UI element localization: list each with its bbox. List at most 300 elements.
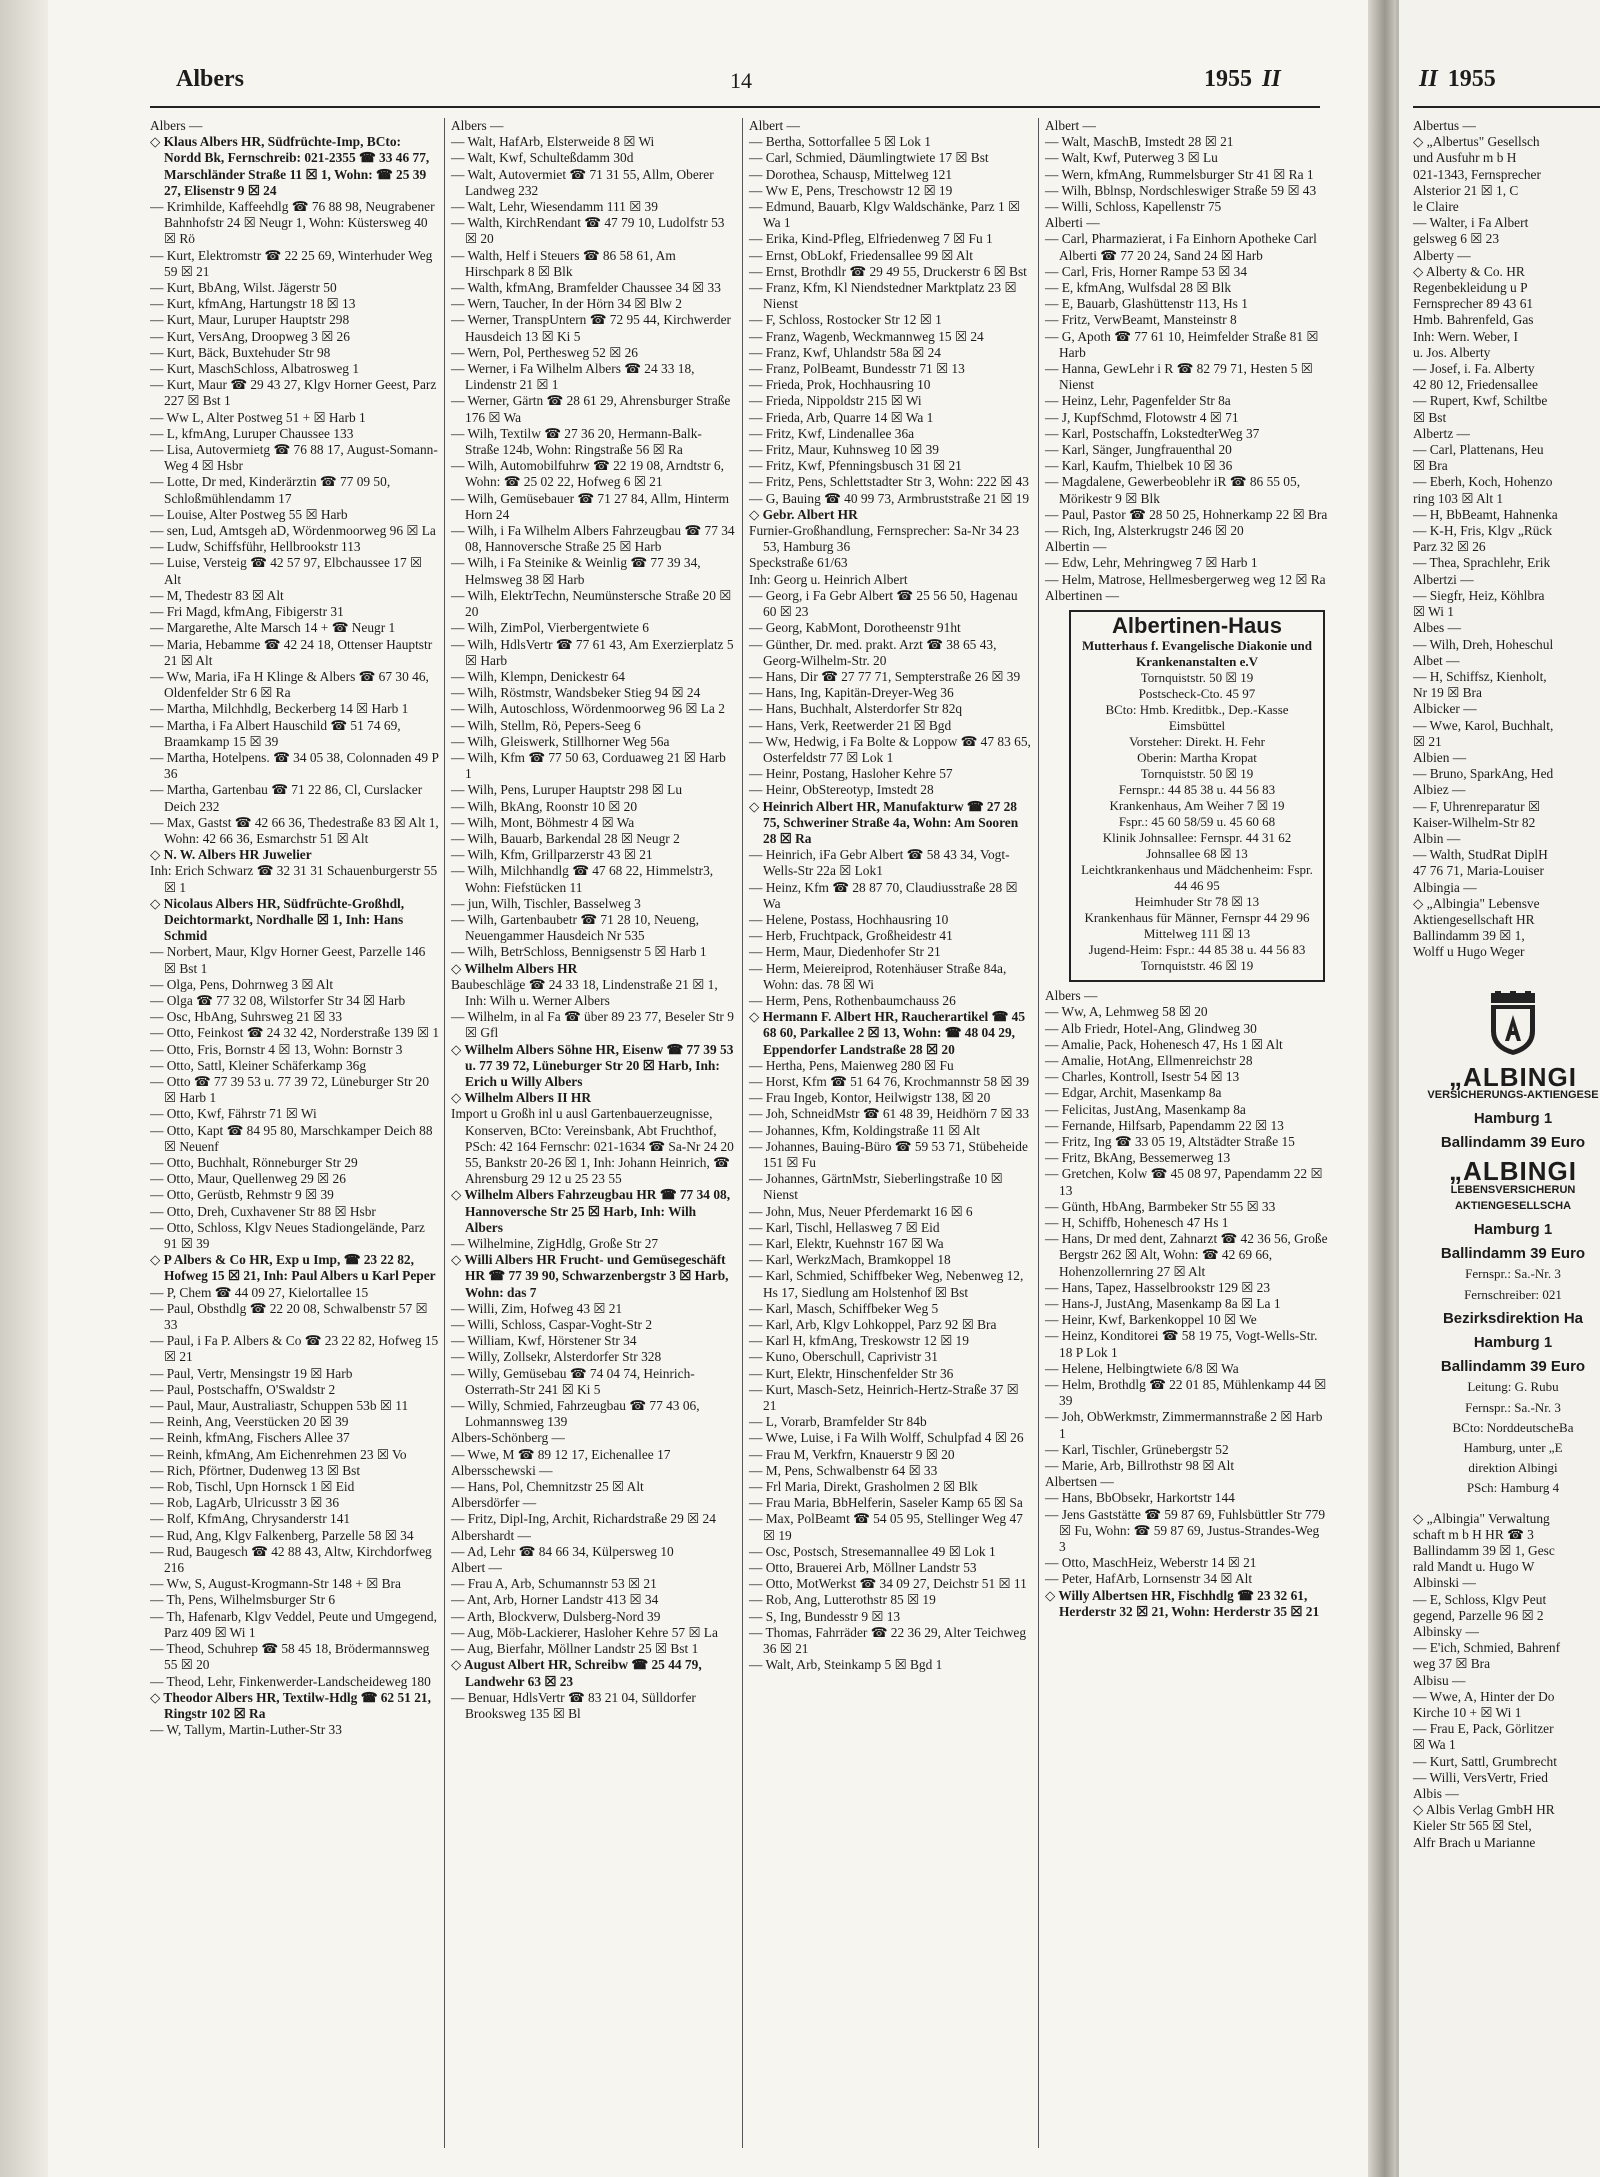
next-page-entry: — Walth, StudRat DiplH (1413, 847, 1548, 863)
ad-line: Klinik Johnsallee: Fernspr. 44 31 62 (1102, 830, 1292, 846)
directory-entry: — Alb Friedr, Hotel-Ang, Glindweg 30 (1045, 1020, 1257, 1036)
directory-entry: — F, Schloss, Rostocker Str 12 ☒ 1 (749, 312, 942, 328)
directory-entry: — Georg, KabMont, Dorotheenstr 91ht (749, 620, 961, 636)
directory-entry: — Reinh, kfmAng, Fischers Allee 37 (150, 1430, 350, 1446)
directory-entry: — Kurt, Masch-Setz, Heinrich-Hertz-Straße 37 ☒ 21 (749, 1381, 1019, 1414)
directory-entry: — Günth, HbAng, Barmbeker Str 55 ☒ 33 (1045, 1198, 1276, 1214)
directory-entry: — L, Vorarb, Bramfelder Str 84b (749, 1414, 927, 1430)
next-page-entry: — Josef, i. Fa. Alberty (1413, 361, 1535, 377)
directory-entry: — Wilh, i Fa Steinike & Weinlig ☎ 77 39 34, Helmsweg 38 ☒ Harb (451, 555, 701, 587)
ad-line: Fspr.: 45 60 58/59 u. 45 60 68 (1118, 814, 1276, 830)
directory-entry: — Benuar, HdlsVertr ☎ 83 21 04, Sülldorfer Brooksweg 135 ☒ Bl (451, 1689, 696, 1721)
directory-entry: — Louise, Alter Postweg 55 ☒ Harb (150, 506, 348, 522)
directory-entry: — Fritz, Dipl-Ing, Archit, Richardstraße 29 ☒ 24 (451, 1511, 716, 1527)
directory-entry: Import u Großh inl u ausl Gartenbauerzeugnisse, Konserven, BCto: Vereinsbank, Abt Fruchthof, PSch: 42 164 Fernschr: 021-1634 ☎ Sa-Nr 24 20 55, Bankstr 20-26 ☒ 1, Inh: Johann Heinrich, ☎ Ahrensburg 29 12 u 25 23 55 (451, 1106, 734, 1187)
next-page-entry: Hmb. Bahrenfeld, Gas (1413, 312, 1534, 328)
directory-entry: — Karl, Elektr, Kuehnstr 167 ☒ Wa (749, 1236, 944, 1252)
directory-entry: — Willy, Gemüsebau ☎ 74 04 74, Heinrich-Osterrath-Str 241 ☒ Ki 5 (451, 1365, 695, 1397)
directory-entry: — Otto, Feinkost ☎ 24 32 42, Norderstraße 139 ☒ 1 (150, 1025, 440, 1041)
directory-entry: — Kurt, BbAng, Wilst. Jägerstr 50 (150, 280, 337, 296)
directory-entry: — Wern, Pol, Perthesweg 52 ☒ 26 (451, 344, 638, 360)
next-page-entry: Albien — (1413, 749, 1467, 765)
directory-entry: — P, Chem ☎ 44 09 27, Kielortallee 15 (150, 1284, 369, 1300)
directory-entry: ◇ Wilhelm Albers Fahrzeugbau HR ☎ 77 34 08, Hannoversche Str 25 ☒ Harb, Inh: Wilh Albers (451, 1187, 731, 1235)
volume: II (1262, 66, 1281, 92)
directory-entry: — Aug, Möb-Lackierer, Hasloher Kehre 57 ☒ La (451, 1624, 718, 1640)
directory-entry: — Kurt, Elektromstr ☎ 22 25 69, Winterhuder Weg 59 ☒ 21 (150, 247, 433, 279)
next-page-entry: le Claire (1413, 199, 1459, 215)
directory-entry: — Paul, i Fa P. Albers & Co ☎ 23 22 82, Hofweg 15 ☒ 21 (150, 1333, 439, 1365)
directory-entry: — Th, Hafenarb, Klgv Veddel, Peute und Umgegend, Parz 409 ☒ Wi 1 (150, 1608, 437, 1640)
directory-entry: ◇ August Albert HR, Schreibw ☎ 25 44 79, Landwehr 63 ☒ 23 (451, 1657, 702, 1689)
next-page-entry: Albet — (1413, 652, 1460, 668)
directory-entry: — Hans, Dir ☎ 27 77 71, Sempterstraße 26 ☒ 39 (749, 668, 1021, 684)
next-page-entries-after (1413, 1511, 1600, 1851)
next-page-entry: Albingia — (1413, 879, 1477, 895)
directory-entry: — Walth, Helf i Steuers ☎ 86 58 61, Am Hirschpark 8 ☒ Blk (451, 247, 676, 279)
directory-entry: — Walt, Kwf, Schulteßdamm 30d (451, 150, 634, 166)
book-gutter (1368, 0, 1396, 2177)
next-page-entry: — H, BbBeamt, Hahnenka (1413, 506, 1558, 522)
next-page-entry: Albis — (1413, 1786, 1459, 1802)
directory-entry: — Karl, Tischl, Hellasweg 7 ☒ Eid (749, 1219, 940, 1235)
directory-entry: — Frl Maria, Direkt, Grasholmen 2 ☒ Blk (749, 1479, 978, 1495)
directory-entry: — Wilh, ElektrTechn, Neumünstersche Straße 20 ☒ 20 (451, 587, 732, 620)
albingia-name-2: „ALBINGI (1449, 1156, 1577, 1187)
directory-entry: Baubeschläge ☎ 24 33 18, Lindenstraße 21 ☒ 1, Inh: Wilh u. Werner Albers (451, 976, 718, 1008)
directory-entry: — Fri Magd, kfmAng, Fibigerstr 31 (150, 604, 344, 620)
directory-entry: — Norbert, Maur, Klgv Horner Geest, Parzelle 146 ☒ Bst 1 (150, 944, 426, 976)
directory-entry: — Lisa, Autovermietg ☎ 76 88 17, August-Somann-Weg 4 ☒ Hsbr (150, 442, 438, 474)
directory-entry: — Willy, Zollsekr, Alsterdorfer Str 328 (451, 1349, 662, 1365)
directory-entry: — L, kfmAng, Luruper Chaussee 133 (150, 425, 354, 441)
next-page-entry: Albinski — (1413, 1575, 1476, 1591)
directory-entry: — Otto, Kapt ☎ 84 95 80, Marschkamper Deich 88 ☒ Neuenf (150, 1122, 433, 1154)
directory-entry: — E, Bauarb, Glashüttenstr 113, Hs 1 (1045, 296, 1248, 312)
directory-entry: — Günther, Dr. med. prakt. Arzt ☎ 38 65 43, Georg-Wilhelm-Str. 20 (749, 636, 997, 668)
directory-entry: Albers-Schönberg — (451, 1430, 565, 1446)
next-page-entry: Albicker — (1413, 701, 1477, 717)
directory-entry: — Wwe, M ☎ 89 12 17, Eichenallee 17 (451, 1446, 671, 1462)
next-page-entry: Albin — (1413, 830, 1461, 846)
directory-entry: — Karl, Kaufm, Thielbek 10 ☒ 36 (1045, 458, 1233, 474)
directory-entry: — Martha, Milchhdlg, Beckerberg 14 ☒ Harb 1 (150, 701, 409, 717)
directory-entry: — Wilh, Autoschloss, Wördenmoorweg 96 ☒ La 2 (451, 701, 725, 717)
next-page-entry: Kieler Str 565 ☒ Stel, (1413, 1818, 1532, 1834)
directory-entry: — Wilh, HdlsVertr ☎ 77 61 43, Am Exerzierplatz 5 ☒ Harb (451, 636, 734, 668)
directory-entry: — Gretchen, Kolw ☎ 45 08 97, Papendamm 22 ☒ 13 (1045, 1166, 1323, 1198)
directory-entry: — Kurt, Elektr, Hinschenfelder Str 36 (749, 1365, 954, 1381)
ad-line: Tornquiststr. 46 ☒ 19 (1140, 958, 1254, 974)
next-page-entry: ☒ Wa 1 (1413, 1737, 1456, 1753)
next-page-entry: — K-H, Fris, Klgv „Rück (1413, 523, 1553, 539)
ad-title: Albertinen-Haus (1112, 613, 1282, 639)
directory-entry: — Otto, Schloss, Klgv Neues Stadiongelände, Parz 91 ☒ 39 (150, 1219, 425, 1252)
directory-entry: — Rob, Ang, Lutterothstr 85 ☒ 19 (749, 1592, 936, 1608)
next-page-entry: 42 80 12, Friedensallee (1413, 377, 1538, 393)
directory-entry: Albert — (451, 1560, 502, 1576)
next-page-entry: Albes — (1413, 620, 1461, 636)
directory-entry: — Th, Pens, Wilhelmsburger Str 6 (150, 1592, 336, 1608)
albingia-city-1: Hamburg 1 (1473, 1109, 1553, 1127)
directory-entry: — Fritz, Kwf, Lindenallee 36a (749, 425, 915, 441)
next-page-entry: Albinsky — (1413, 1624, 1479, 1640)
next-page-entry: schaft m b H HR ☎ 3 (1413, 1526, 1534, 1542)
directory-entry: — Wilhelm, in al Fa ☎ über 89 23 77, Beseler Str 9 ☒ Gfl (451, 1009, 734, 1041)
albingia-addr-1: Ballindamm 39 Euro (1440, 1134, 1586, 1152)
directory-entry: — Rich, Ing, Alsterkrugstr 246 ☒ 20 (1045, 523, 1244, 539)
directory-entry: — Martha, i Fa Albert Hauschild ☎ 51 74 69, Braamkamp 15 ☒ 39 (150, 717, 401, 749)
next-page-entry: ☒ Bra (1413, 458, 1448, 474)
directory-entry: — Paul, Vertr, Mensingstr 19 ☒ Harb (150, 1365, 353, 1381)
ad-line: Tornquiststr. 50 ☒ 19 (1140, 670, 1254, 686)
directory-entry: — William, Kwf, Hörstener Str 34 (451, 1333, 637, 1349)
directory-entry: — Kurt, Maur ☎ 29 43 27, Klgv Horner Geest, Parz 227 ☒ Bst 1 (150, 377, 437, 409)
directory-entry: — Werner, TranspUntern ☎ 72 95 44, Kirchwerder Hausdeich 13 ☒ Ki 5 (451, 312, 731, 344)
ad-line: Johnsallee 68 ☒ 13 (1146, 846, 1248, 862)
next-page-entry: — Wilh, Dreh, Hoheschul (1413, 636, 1554, 652)
next-page-entry: ◇ „Albingia" Verwaltung (1413, 1510, 1550, 1526)
directory-entry: — Felicitas, JustAng, Masenkamp 8a (1045, 1101, 1246, 1117)
directory-entry: Inh: Georg u. Heinrich Albert (749, 571, 908, 587)
directory-entry: — Wilh, ZimPol, Vierbergentwiete 6 (451, 620, 650, 636)
directory-entry: — Hans, Buchhalt, Alsterdorfer Str 82q (749, 701, 963, 717)
albingia-name-1: „ALBINGI (1449, 1061, 1577, 1092)
directory-entry: — Martha, Hotelpens. ☎ 34 05 38, Colonnaden 49 P 36 (150, 749, 439, 782)
directory-entry: — Johannes, Kfm, Koldingstraße 11 ☒ Alt (749, 1122, 980, 1138)
next-page-entry: Alsterior 21 ☒ 1, C (1413, 182, 1519, 198)
year: 1955 (1204, 66, 1252, 92)
next-page-entry: ◇ Alberty & Co. HR (1413, 263, 1525, 279)
next-page-entry: Kaiser-Wilhelm-Str 82 (1413, 814, 1536, 830)
next-page-entry: — Willi, VersVertr, Fried (1413, 1769, 1548, 1785)
directory-entry: — Heinz, Kfm ☎ 28 87 70, Claudiusstraße 28 ☒ Wa (749, 879, 1018, 911)
directory-entry: — Kurt, kfmAng, Hartungstr 18 ☒ 13 (150, 296, 356, 312)
directory-entry: ◇ Willy Albertsen HR, Fischhdlg ☎ 23 32 61, Herderstr 32 ☒ 21, Wohn: Herderstr 35 ☒ 21 (1045, 1587, 1320, 1619)
directory-entry: — Rud, Baugesch ☎ 42 88 43, Altw, Kirchdorfweg 216 (150, 1543, 432, 1576)
directory-entry: — Hertha, Pens, Maienweg 280 ☒ Fu (749, 1057, 954, 1073)
directory-entry: — Frau A, Arb, Schumannstr 53 ☒ 21 (451, 1576, 657, 1592)
directory-entry: — Fritz, Pens, Schlettstadter Str 3, Wohn: 222 ☒ 43 (749, 474, 1029, 490)
directory-entry: — John, Mus, Neuer Pferdemarkt 16 ☒ 6 (749, 1203, 973, 1219)
directory-entry: ◇ N. W. Albers HR Juwelier (150, 847, 312, 863)
directory-entry: — Werner, i Fa Wilhelm Albers ☎ 24 33 18, Lindenstr 21 ☒ 1 (451, 361, 695, 393)
albingia-sub-2: LEBENSVERSICHERUN AKTIENGESELLSCHA (1450, 1183, 1576, 1212)
directory-entry: — S, Ing, Bundesstr 9 ☒ 13 (749, 1608, 901, 1624)
directory-entry: — Walth, kfmAng, Bramfelder Chaussee 34 ☒ 33 (451, 280, 721, 296)
directory-entry: — Olga ☎ 77 32 08, Wilstorfer Str 34 ☒ Harb (150, 992, 406, 1008)
next-page-entry: — H, Schiffsz, Kienholt, (1413, 668, 1547, 684)
directory-entry: — Heinz, Lehr, Pagenfelder Str 8a (1045, 393, 1231, 409)
directory-entry: — Fritz, BkAng, Bessemerweg 13 (1045, 1150, 1231, 1166)
directory-entry: — Ad, Lehr ☎ 84 66 34, Külpersweg 10 (451, 1543, 674, 1559)
directory-entry: — Johannes, Bauing-Büro ☎ 59 53 71, Stübeheide 151 ☒ Fu (749, 1138, 1028, 1170)
ad-line: Postscheck-Cto. 45 97 (1138, 686, 1256, 702)
ad-line: Tornquiststr. 50 ☒ 19 (1140, 766, 1254, 782)
directory-entry: — Helm, Matrose, Hellmesbergerweg weg 12 ☒ Ra (1045, 571, 1326, 587)
next-page-entry: und Ausfuhr m b H (1413, 150, 1517, 166)
directory-entry: — Otto, Brauerei Arb, Möllner Landstr 53 (749, 1560, 977, 1576)
directory-entry: — Georg, i Fa Gebr Albert ☎ 25 56 50, Hagenau 60 ☒ 23 (749, 587, 1018, 620)
ad-line: Vorsteher: Direkt. H. Fehr (1129, 734, 1265, 750)
directory-entry: — Willi, Zim, Hofweg 43 ☒ 21 (451, 1300, 623, 1316)
directory-entry: — Carl, Pharmazierat, i Fa Einhorn Apotheke Carl Alberti ☎ 77 20 24, Sand 24 ☒ Harb (1045, 231, 1317, 263)
directory-entry: — Karl, WerkzMach, Bramkoppel 18 (749, 1252, 951, 1268)
directory-entry: — Walt, Autovermiet ☎ 71 31 55, Allm, Oberer Landweg 232 (451, 166, 714, 198)
directory-entry: — Franz, Kfm, Kl Niendstedner Marktplatz 23 ☒ Nienst (749, 280, 1017, 312)
column-1 (150, 118, 440, 2148)
directory-entry: — Theod, Schuhrep ☎ 58 45 18, Brödermannsweg 55 ☒ 20 (150, 1641, 430, 1673)
directory-entry: — Otto, Sattl, Kleiner Schäferkamp 36g (150, 1057, 367, 1073)
next-page-entry: gelsweg 6 ☒ 23 (1413, 231, 1500, 247)
directory-entry: — Wilh, Gemüsebauer ☎ 71 27 84, Allm, Hinterm Horn 24 (451, 490, 730, 522)
directory-entry: ◇ Wilhelm Albers Söhne HR, Eisenw ☎ 77 39 53 u. 77 39 72, Lüneburger Str 20 ☒ Harb, Inh: Erich u Willy Albers (451, 1041, 734, 1089)
directory-entry: — Franz, Kwf, Uhlandstr 58a ☒ 24 (749, 344, 941, 360)
next-page-entry: — Kurt, Sattl, Grumbrecht (1413, 1753, 1557, 1769)
page-number: 14 (730, 68, 752, 93)
next-page-entry: — E'ich, Schmied, Bahrenf (1413, 1640, 1561, 1656)
next-page-entry: Fernsprecher 89 43 61 (1413, 296, 1534, 312)
directory-entry: — Karl H, kfmAng, Treskowstr 12 ☒ 19 (749, 1333, 969, 1349)
directory-entry: — Carl, Fris, Horner Rampe 53 ☒ 34 (1045, 263, 1248, 279)
directory-entry: — Wilh, Klempn, Denickestr 64 (451, 668, 626, 684)
directory-entry: Albers — (150, 118, 203, 133)
directory-entry: — Reinh, Ang, Veerstücken 20 ☒ 39 (150, 1414, 349, 1430)
albingia-ad (1413, 991, 1600, 1497)
directory-entry: — Hans, Verk, Reetwerder 21 ☒ Bgd (749, 717, 952, 733)
directory-entry: — Wilh, Bauarb, Barkendal 28 ☒ Neugr 2 (451, 830, 680, 846)
next-page-entry: ◇ „Albingia" Lebensve (1413, 895, 1540, 911)
directory-entry: — Heinr, Postang, Hasloher Kehre 57 (749, 766, 953, 782)
column-3 (742, 118, 1033, 2148)
directory-entry: — Magdalene, Gewerbeoblehr iR ☎ 86 55 05, Mörikestr 9 ☒ Blk (1045, 474, 1301, 506)
directory-entry: — Kurt, Bäck, Buxtehuder Str 98 (150, 344, 331, 360)
directory-entry: — Frau M, Verkfrn, Knauerstr 9 ☒ 20 (749, 1446, 955, 1462)
directory-entry: — Helm, Brothdlg ☎ 22 01 85, Mühlenkamp 44 ☒ 39 (1045, 1376, 1327, 1409)
directory-entry: Albertin — (1045, 539, 1107, 555)
next-page-entry: Ballindamm 39 ☒ 1, Gesc (1413, 1543, 1555, 1559)
directory-entry: — Fritz, Kwf, Pfenningsbusch 31 ☒ 21 (749, 458, 962, 474)
directory-entry: — Kurt, VersAng, Droopweg 3 ☒ 26 (150, 328, 350, 344)
albingia-bcto-3c: direktion Albingi (1468, 1460, 1558, 1476)
directory-entry: — Luise, Versteig ☎ 42 57 97, Elbchaussee 17 ☒ Alt (150, 555, 423, 587)
next-page-entry: Albisu — (1413, 1672, 1466, 1688)
next-page-entry: — Walter, i Fa Albert (1413, 215, 1529, 231)
ad-line: Krankenhaus für Männer, Fernspr 44 29 96 (1084, 910, 1310, 926)
directory-entry: — Edgar, Archit, Masenkamp 8a (1045, 1085, 1222, 1101)
directory-entry: — M, Pens, Schwalbenstr 64 ☒ 33 (749, 1462, 938, 1478)
albingia-telex-2: Fernschreiber: 021 (1464, 1286, 1562, 1302)
directory-entry: — Margarethe, Alte Marsch 14 + ☎ Neugr 1 (150, 620, 396, 636)
directory-entry: — H, Schiffb, Hohenesch 47 Hs 1 (1045, 1214, 1229, 1230)
directory-entry: — Carl, Schmied, Däumlingtwiete 17 ☒ Bst (749, 150, 989, 166)
next-page-entry: ☒ Bst (1413, 409, 1447, 425)
directory-entry: — Thomas, Fahrräder ☎ 22 36 29, Alter Teichweg 36 ☒ 21 (749, 1624, 1027, 1657)
next-page-entry: Ballindamm 39 ☒ 1, (1413, 928, 1525, 944)
ad-line: Mittelweg 111 ☒ 13 (1143, 926, 1251, 942)
directory-entry: — Dorothea, Schausp, Mittelweg 121 (749, 166, 953, 182)
next-page-entry: — Bruno, SparkAng, Hed (1413, 766, 1554, 782)
directory-entry: — Wilh, Textilw ☎ 27 36 20, Hermann-Balk-Straße 124b, Wohn: Ringstraße 56 ☒ Ra (451, 425, 702, 458)
directory-entry: — Wilh, Gartenbaubetr ☎ 71 28 10, Neueng, Neuengammer Hausdeich Nr 535 (451, 911, 699, 944)
directory-entry: — Walth, KirchRendant ☎ 47 79 10, Ludolfstr 53 ☒ 20 (451, 215, 725, 247)
directory-entry: — Maria, Hebamme ☎ 42 24 18, Ottenser Hauptstr 21 ☒ Alt (150, 636, 433, 668)
directory-entry: — Kurt, MaschSchloss, Albatrosweg 1 (150, 361, 360, 377)
directory-entry: — Walt, HafArb, Elsterweide 8 ☒ Wi (451, 134, 655, 150)
albertinen-haus-ad (1069, 610, 1325, 982)
year-volume (1204, 66, 1281, 93)
albingia-sub-3: Bezirksdirektion Ha (1442, 1309, 1584, 1327)
ad-line: Heimhuder Str 78 ☒ 13 (1134, 894, 1260, 910)
directory-entry: — Fritz, Ing ☎ 33 05 19, Altstädter Straße 15 (1045, 1133, 1295, 1149)
next-page-entry: Regenbekleidung u P (1413, 280, 1528, 296)
next-page-entry: rald Mandt u. Hugo W (1413, 1559, 1535, 1575)
directory-entry: — W, Tallym, Martin-Luther-Str 33 (150, 1722, 342, 1738)
albingia-addr-3: Ballindamm 39 Euro (1440, 1358, 1586, 1376)
directory-entry: — Edw, Lehr, Mehringweg 7 ☒ Harb 1 (1045, 555, 1258, 571)
directory-entry: — Walt, MaschB, Imstedt 28 ☒ 21 (1045, 134, 1234, 150)
directory-entry: — Johannes, GärtnMstr, Sieberlingstraße 10 ☒ Nienst (749, 1171, 1003, 1203)
directory-entry: — Wilh, i Fa Wilhelm Albers Fahrzeugbau ☎ 77 34 08, Hannoversche Straße 25 ☒ Harb (451, 523, 735, 555)
directory-entry: — Willi, Schloss, Kapellenstr 75 (1045, 199, 1222, 215)
directory-entry: Albertinen — (1045, 587, 1120, 603)
next-page-entry: Parz 32 ☒ 26 (1413, 539, 1486, 555)
next-page-entry: Nr 19 ☒ Bra (1413, 685, 1482, 701)
directory-entry: Inh: Erich Schwarz ☎ 32 31 31 Schauenburgerstr 55 ☒ 1 (150, 863, 438, 895)
directory-entry: ◇ Hermann F. Albert HR, Raucherartikel ☎ 45 68 60, Parkallee 2 ☒ 13, Wohn: ☎ 48 04 29, Eppendorfer Landstraße 28 ☒ 20 (749, 1009, 1026, 1057)
directory-entry: — J, KupfSchmd, Flotowstr 4 ☒ 71 (1045, 409, 1239, 425)
directory-entry: — Heinz, Konditorei ☎ 58 19 75, Vogt-Wells-Str. 18 P Lok 1 (1045, 1328, 1318, 1360)
directory-entry: — Ww, Maria, iFa H Klinge & Albers ☎ 67 30 46, Oldenfelder Str 6 ☒ Ra (150, 668, 429, 701)
directory-entry: — Amalie, HotAng, Ellmenreichstr 28 (1045, 1052, 1253, 1068)
next-page-entry: — Frau E, Pack, Görlitzer (1413, 1721, 1554, 1737)
next-page-fragment (1396, 0, 1600, 2177)
directory-entry: — Wilh, Bblnsp, Nordschleswiger Straße 59 ☒ 43 (1045, 182, 1317, 198)
directory-entry: — Ww, Hedwig, i Fa Bolte & Loppow ☎ 47 83 65, Osterfeldstr 77 ☒ Lok 1 (749, 733, 1031, 765)
next-page-entry: 021-1343, Fernsprecher (1413, 166, 1541, 182)
next-page-entry: — Siegfr, Heiz, Köhlbra (1413, 587, 1545, 603)
directory-entry: — Wern, kfmAng, Rummelsburger Str 41 ☒ Ra 1 (1045, 166, 1314, 182)
directory-entry: — Frau Ingeb, Kontor, Heilwigstr 138, ☒ 20 (749, 1090, 991, 1106)
directory-entry: — Wilh, Automobilfuhrw ☎ 22 19 08, Arndtstr 6, Wohn: ☎ 25 02 22, Hofweg 6 ☒ 21 (451, 458, 724, 490)
directory-entry: — Herb, Fruchtpack, Großheidestr 41 (749, 928, 953, 944)
next-page-entry: Kirche 10 + ☒ Wi 1 (1413, 1705, 1522, 1721)
next-page-entry: Albertz — (1413, 425, 1470, 441)
directory-entry: — Heinrich, iFa Gebr Albert ☎ 58 43 34, Vogt-Wells-Str 22a ☒ Lok1 (749, 847, 1010, 879)
next-page-entry: gegend, Parzelle 96 ☒ 2 (1413, 1607, 1544, 1623)
next-page-entry: Albertzi — (1413, 571, 1474, 587)
directory-entry: — Willi, Schloss, Caspar-Voght-Str 2 (451, 1317, 653, 1333)
directory-entry: — Hans, Pol, Chemnitzstr 25 ☒ Alt (451, 1479, 644, 1495)
next-page-entry: — E, Schloss, Klgv Peut (1413, 1591, 1547, 1607)
directory-entry: — Kuno, Oberschull, Caprivistr 31 (749, 1349, 938, 1365)
next-page-entry: ring 103 ☒ Alt 1 (1413, 490, 1504, 506)
directory-entry: — Ww, A, Lehmweg 58 ☒ 20 (1045, 1004, 1208, 1020)
running-head: Albers (176, 66, 244, 92)
next-page-entry: u. Jos. Alberty (1413, 344, 1491, 360)
directory-entry: ◇ Klaus Albers HR, Südfrüchte-Imp, BCto: Nordd Bk, Fernschreib: 021-2355 ☎ 33 46 77, Marschländer Straße 11 ☒ 1, Wohn: ☎ 25 39 27, Elisenstr 9 ☒ 24 (150, 134, 430, 198)
albingia-phone-3: Fernspr.: Sa.-Nr. 3 (1465, 1399, 1561, 1415)
directory-entry: ◇ Heinrich Albert HR, Manufakturw ☎ 27 28 75, Schweriner Straße 4a, Wohn: Am Sooren 28 ☒ Ra (749, 798, 1019, 846)
directory-entry: — Rolf, KfmAng, Chrysanderstr 141 (150, 1511, 351, 1527)
directory-entry: Albersdörfer — (451, 1495, 537, 1511)
directory-entry: ◇ Nicolaus Albers HR, Südfrüchte-Großhdl, Deichtormarkt, Nordhalle ☒ 1, Inh: Hans Schmid (150, 895, 405, 944)
directory-entry: — Wilh, BkAng, Roonstr 10 ☒ 20 (451, 798, 638, 814)
scan-left-margin (0, 0, 48, 2177)
directory-entry: ◇ Wilhelm Albers II HR (451, 1090, 592, 1106)
next-page-entry: Alberty — (1413, 247, 1471, 263)
directory-entry: Furnier-Großhandlung, Fernsprecher: Sa-Nr 34 23 53, Hamburg 36 (749, 523, 1020, 555)
next-page-entry: ◇ Albis Verlag GmbH HR (1413, 1802, 1555, 1818)
directory-entry: — Fritz, VerwBeamt, Mansteinstr 8 (1045, 312, 1237, 328)
directory-entry: — Walt, Lehr, Wiesendamm 111 ☒ 39 (451, 199, 658, 215)
next-page-rule (1413, 106, 1600, 108)
directory-entry: — Osc, Postsch, Stresemannallee 49 ☒ Lok 1 (749, 1543, 996, 1559)
directory-entry: — Rob, LagArb, Ulricusstr 3 ☒ 36 (150, 1495, 340, 1511)
next-page-entry: 47 76 71, Maria-Louiser (1413, 863, 1544, 879)
directory-entry: — Frieda, Arb, Quarre 14 ☒ Wa 1 (749, 409, 934, 425)
directory-entry: — Karl, Sänger, Jungfrauenthal 20 (1045, 442, 1232, 458)
directory-entry: — Frieda, Prok, Hochhausring 10 (749, 377, 931, 393)
directory-entry: — Kurt, Maur, Luruper Hauptstr 298 (150, 312, 350, 328)
next-volume: II (1419, 66, 1438, 92)
directory-entry: — Wilhelmine, ZigHdlg, Große Str 27 (451, 1236, 659, 1252)
directory-entry: — Rob, Tischl, Upn Hornsck 1 ☒ Eid (150, 1479, 355, 1495)
directory-entry: — Ww E, Pens, Treschowstr 12 ☒ 19 (749, 182, 953, 198)
next-page-column (1413, 118, 1600, 1851)
next-page-entry: Inh: Wern. Weber, I (1413, 328, 1519, 344)
albingia-psch-3: PSch: Hamburg 4 (1466, 1480, 1560, 1496)
directory-entry: — Otto, MotWerkst ☎ 34 09 27, Deichstr 51 ☒ 11 (749, 1576, 1027, 1592)
directory-entry: ◇ Gebr. Albert HR (749, 506, 858, 522)
directory-entry: — Theod, Lehr, Finkenwerder-Landscheideweg 180 (150, 1673, 431, 1689)
albingia-addr-2: Ballindamm 39 Euro (1440, 1245, 1586, 1263)
next-page-entry: Aktiengesellschaft HR (1413, 911, 1535, 927)
directory-entry: — Karl, Postschaffn, LokstedterWeg 37 (1045, 425, 1260, 441)
directory-entry: — Otto, Dreh, Cuxhavener Str 88 ☒ Hsbr (150, 1203, 376, 1219)
directory-entry: — Karl, Tischler, Grünebergstr 52 (1045, 1441, 1229, 1457)
directory-entry: — Wilh, BetrSchloss, Bennigsenstr 5 ☒ Harb 1 (451, 944, 707, 960)
directory-entry: — Edmund, Bauarb, Klgv Waldschänke, Parz 1 ☒ Wa 1 (749, 199, 1020, 231)
next-page-entry: ☒ Wi 1 (1413, 604, 1454, 620)
directory-entry: — Charles, Kontroll, Isestr 54 ☒ 13 (1045, 1069, 1240, 1085)
directory-entry: — Arth, Blockverw, Dulsberg-Nord 39 (451, 1608, 661, 1624)
directory-entry: — Heinr, ObStereotyp, Imstedt 28 (749, 782, 934, 798)
directory-entry: — Bertha, Sottorfallee 5 ☒ Lok 1 (749, 134, 931, 150)
next-page-entry: — Rupert, Kwf, Schiltbe (1413, 393, 1548, 409)
directory-entry: — Helene, Helbingtwiete 6/8 ☒ Wa (1045, 1360, 1239, 1376)
directory-entry: — Wilh, Mont, Böhmestr 4 ☒ Wa (451, 814, 635, 830)
ad-line: Fernspr.: 44 85 38 u. 44 56 83 (1118, 782, 1276, 798)
ad-subtitle: Mutterhaus f. Evangelische Diakonie und Krankenanstalten e.V (1081, 638, 1313, 670)
directory-entry: — Marie, Arb, Billrothstr 98 ☒ Alt (1045, 1457, 1235, 1473)
directory-entry: — Hans, Tapez, Hasselbrookstr 129 ☒ 23 (1045, 1279, 1271, 1295)
directory-entry: — Hans-J, JustAng, Masenkamp 8a ☒ La 1 (1045, 1295, 1281, 1311)
next-page-entry: — Eberh, Koch, Hohenzo (1413, 474, 1553, 490)
directory-entry: — Fernande, Hilfsarb, Papendamm 22 ☒ 13 (1045, 1117, 1284, 1133)
directory-entry: — Martha, Gartenbau ☎ 71 22 86, Cl, Curslacker Deich 232 (150, 782, 423, 814)
directory-entry: — Karl, Schmied, Schiffbeker Weg, Nebenweg 12, Hs 17, Siedlung am Holstenhof ☒ Bst (749, 1268, 1024, 1300)
directory-entry: — Wilh, Kfm ☎ 77 50 63, Corduaweg 21 ☒ Harb 1 (451, 749, 726, 782)
directory-entry: Albert — (1045, 118, 1096, 133)
next-page-entry: Wolff u Hugo Weger (1413, 944, 1525, 960)
header-rule (150, 106, 1320, 108)
directory-entry: — Heinr, Kwf, Barkenkoppel 10 ☒ We (1045, 1312, 1257, 1328)
directory-entry: — Otto, Maur, Quellenweg 29 ☒ 26 (150, 1171, 346, 1187)
directory-entry: — Wilh, Röstmstr, Wandsbeker Stieg 94 ☒ 24 (451, 685, 701, 701)
directory-entry: — Reinh, kfmAng, Am Eichenrehmen 23 ☒ Vo (150, 1446, 407, 1462)
directory-entry: — Paul, Postschaffn, O'Swaldstr 2 (150, 1381, 336, 1397)
